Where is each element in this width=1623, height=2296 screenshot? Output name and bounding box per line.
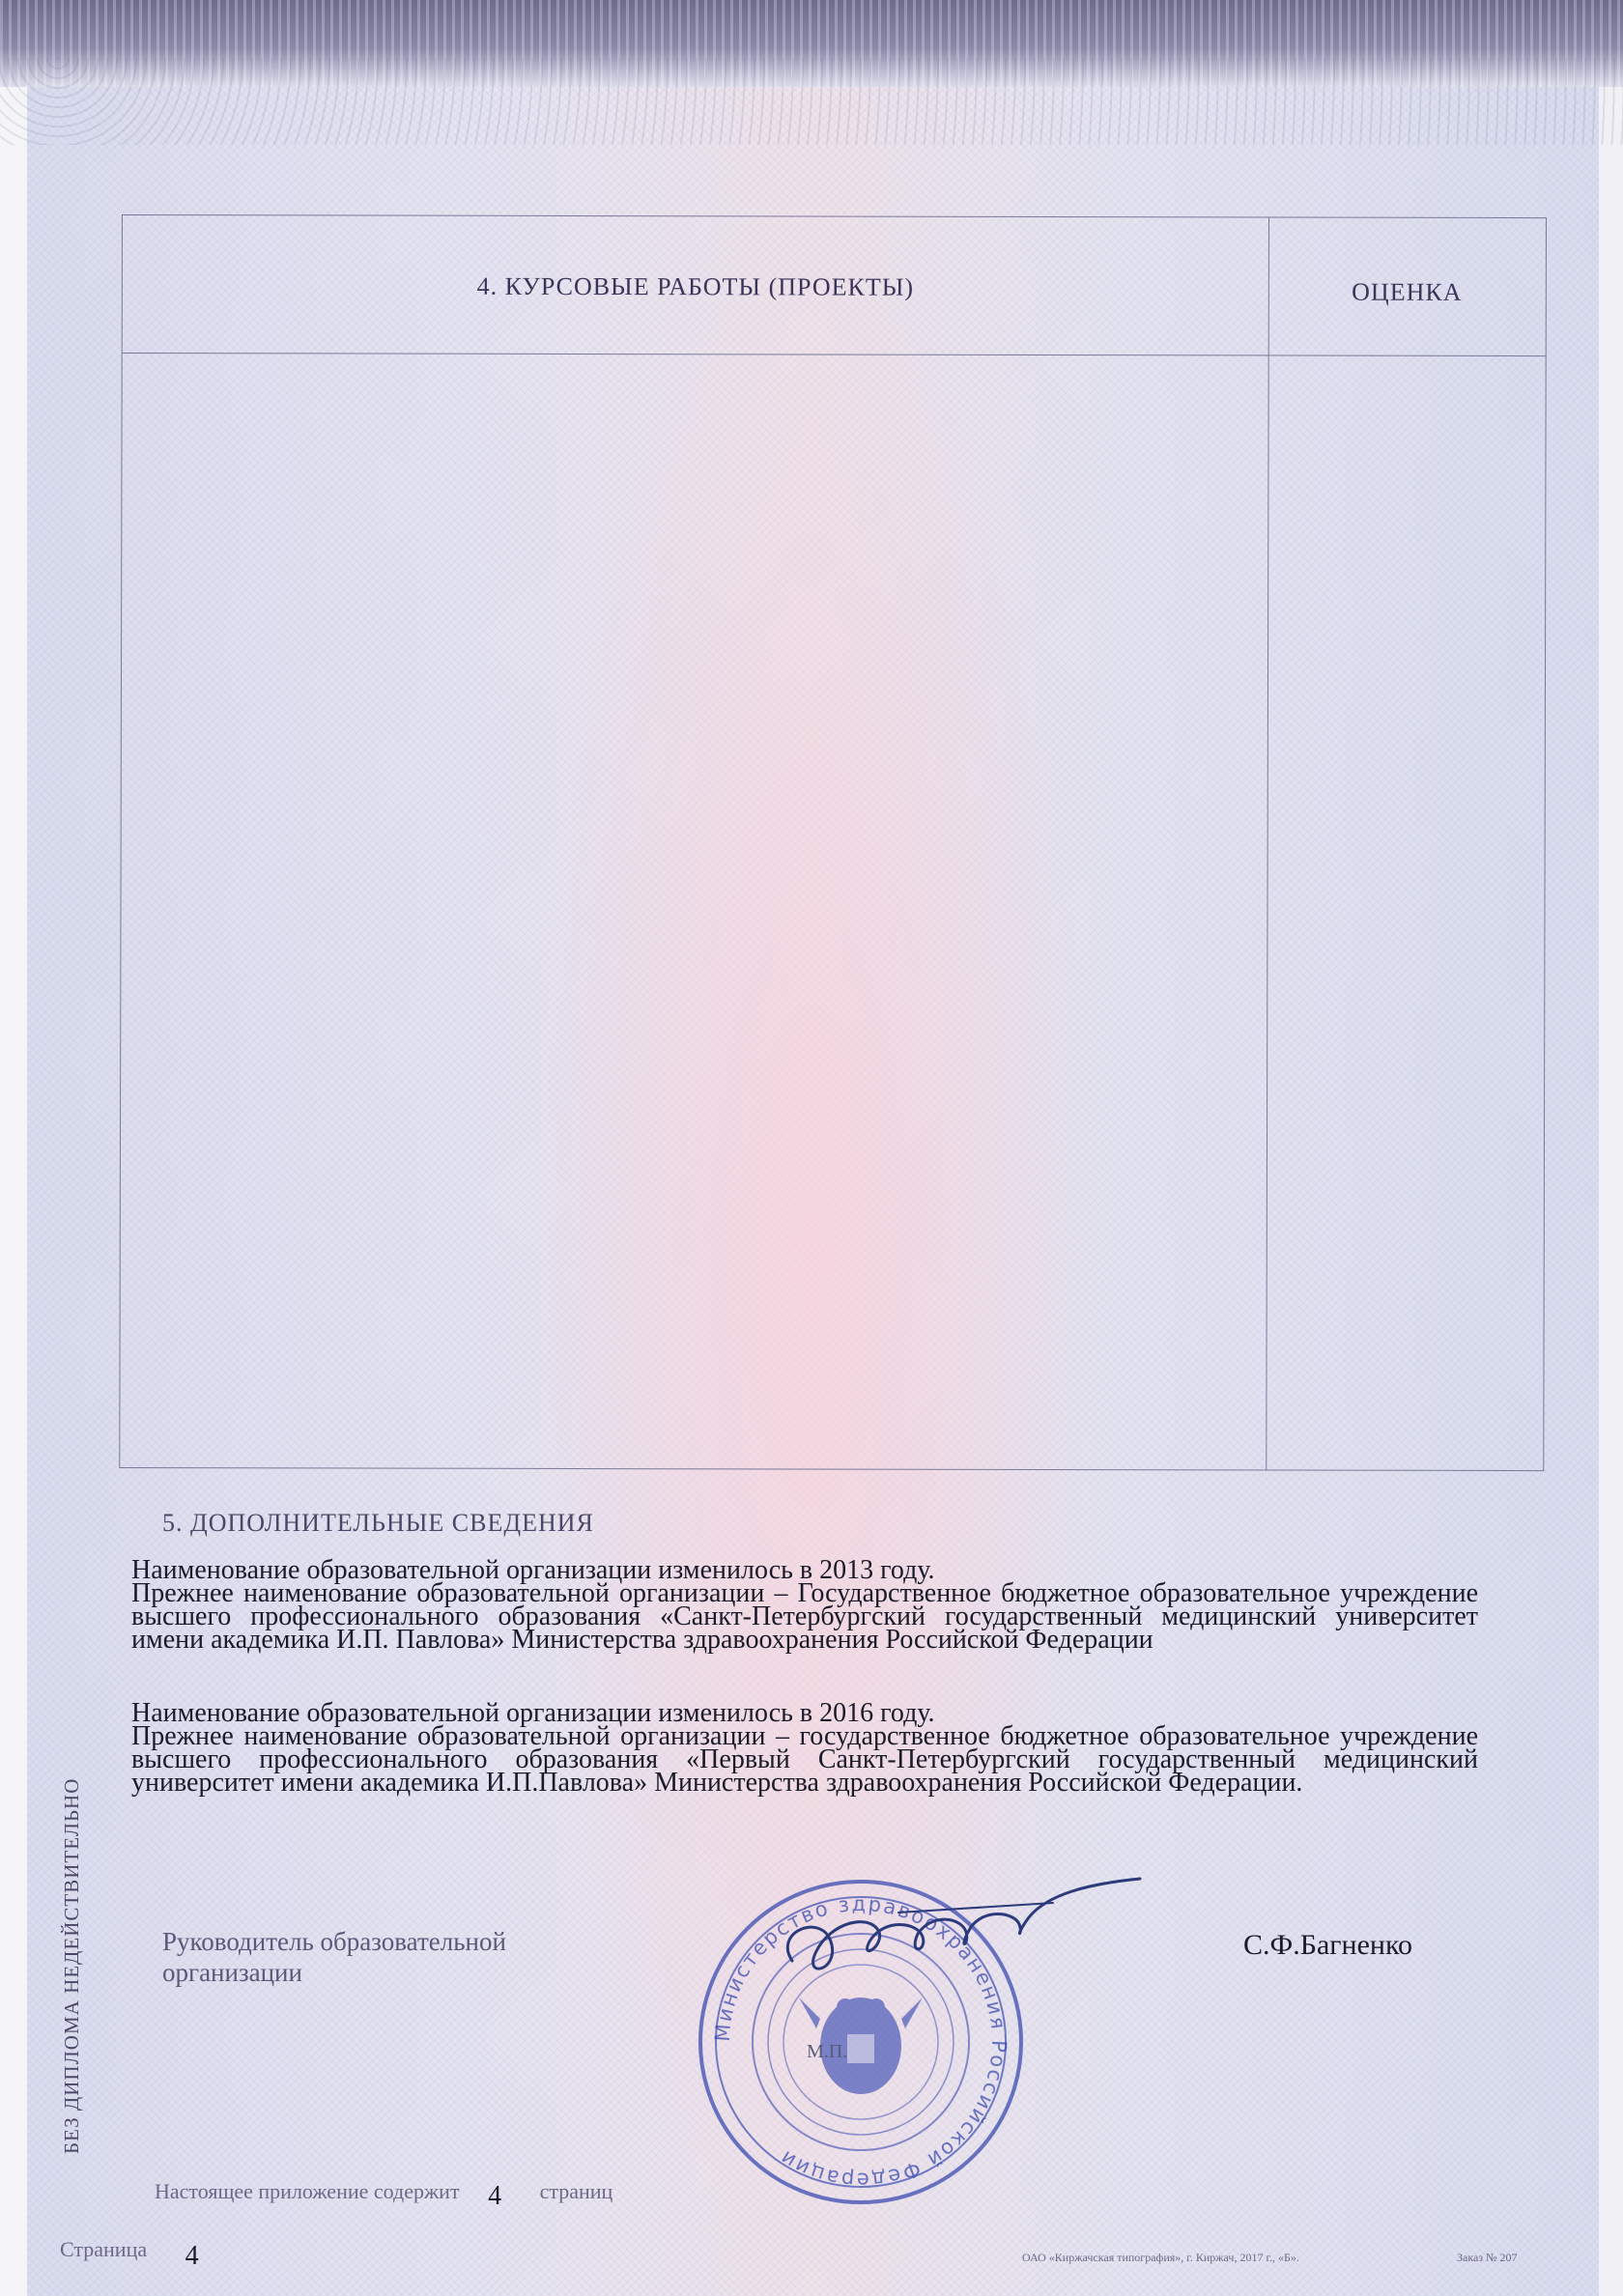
seal-mark-label: М.П. — [807, 2041, 848, 2062]
name-change-2013-block — [131, 1555, 1478, 1655]
name-change-2013-line: Наименование образовательной организации изменилось в 2013 году. — [131, 1555, 935, 1585]
course-works-title: 4. КУРСОВЫЕ РАБОТЫ (ПРОЕКТЫ) — [476, 271, 915, 301]
grade-column-header: ОЦЕНКА — [1352, 277, 1463, 306]
table-header-divider — [123, 353, 1546, 356]
name-change-2016-line: Наименование образовательной организации изменилось в 2016 году. — [131, 1698, 935, 1728]
pages-count-suffix: страниц — [539, 2179, 613, 2203]
order-number: Заказ № 207 — [1457, 2251, 1518, 2264]
head-of-organization-label: Руководитель образовательной организации — [162, 1927, 506, 1987]
pages-count-prefix: Настоящее приложение содержит — [155, 2179, 460, 2203]
page-label: Страница — [60, 2237, 148, 2261]
page-number: 4 — [185, 2241, 199, 2271]
security-guilloche-pattern — [0, 58, 1623, 145]
name-change-2016-block — [131, 1698, 1478, 1798]
course-works-table — [119, 214, 1547, 1471]
printer-imprint: ОАО «Киржачская типография», г. Киржач, 2017 г., «Б». — [1022, 2251, 1299, 2264]
pages-count-line — [155, 2175, 613, 2211]
page-number-footer — [60, 2233, 199, 2271]
invalid-without-diploma-note: БЕЗ ДИПЛОМА НЕДЕЙСТВИТЕЛЬНО — [60, 1777, 83, 2154]
signatory-name: С.Ф.Багненко — [1243, 1929, 1413, 1961]
pages-count-value: 4 — [488, 2181, 502, 2211]
scan-left-margin — [0, 0, 27, 2296]
additional-info-title: 5. ДОПОЛНИТЕЛЬНЫЕ СВЕДЕНИЯ — [162, 1509, 594, 1537]
scan-right-margin — [1599, 0, 1623, 2296]
previous-name-2013-paragraph: Прежнее наименование образовательной организации – Государственное бюджетное образовательное учреждение высшего профессионального образования «Санкт-Петербургский государственный медицинский университет имени академика И.П. Павлова» Министерства здравоохранения Российской Федерации — [131, 1578, 1478, 1655]
table-column-divider — [1266, 217, 1269, 1469]
handwritten-signature — [763, 1874, 1150, 1999]
previous-name-2016-paragraph: Прежнее наименование образовательной организации – государственное бюджетное образовательное учреждение высшего профессионального образования «Первый Санкт-Петербургский государственный медицинский университет имени академика И.П.Павлова» Министерства здравоохранения Российской Федерации. — [131, 1721, 1478, 1798]
seal-ring-text: Министерство здравоохранения Российской Федерации — [710, 1891, 1011, 2193]
